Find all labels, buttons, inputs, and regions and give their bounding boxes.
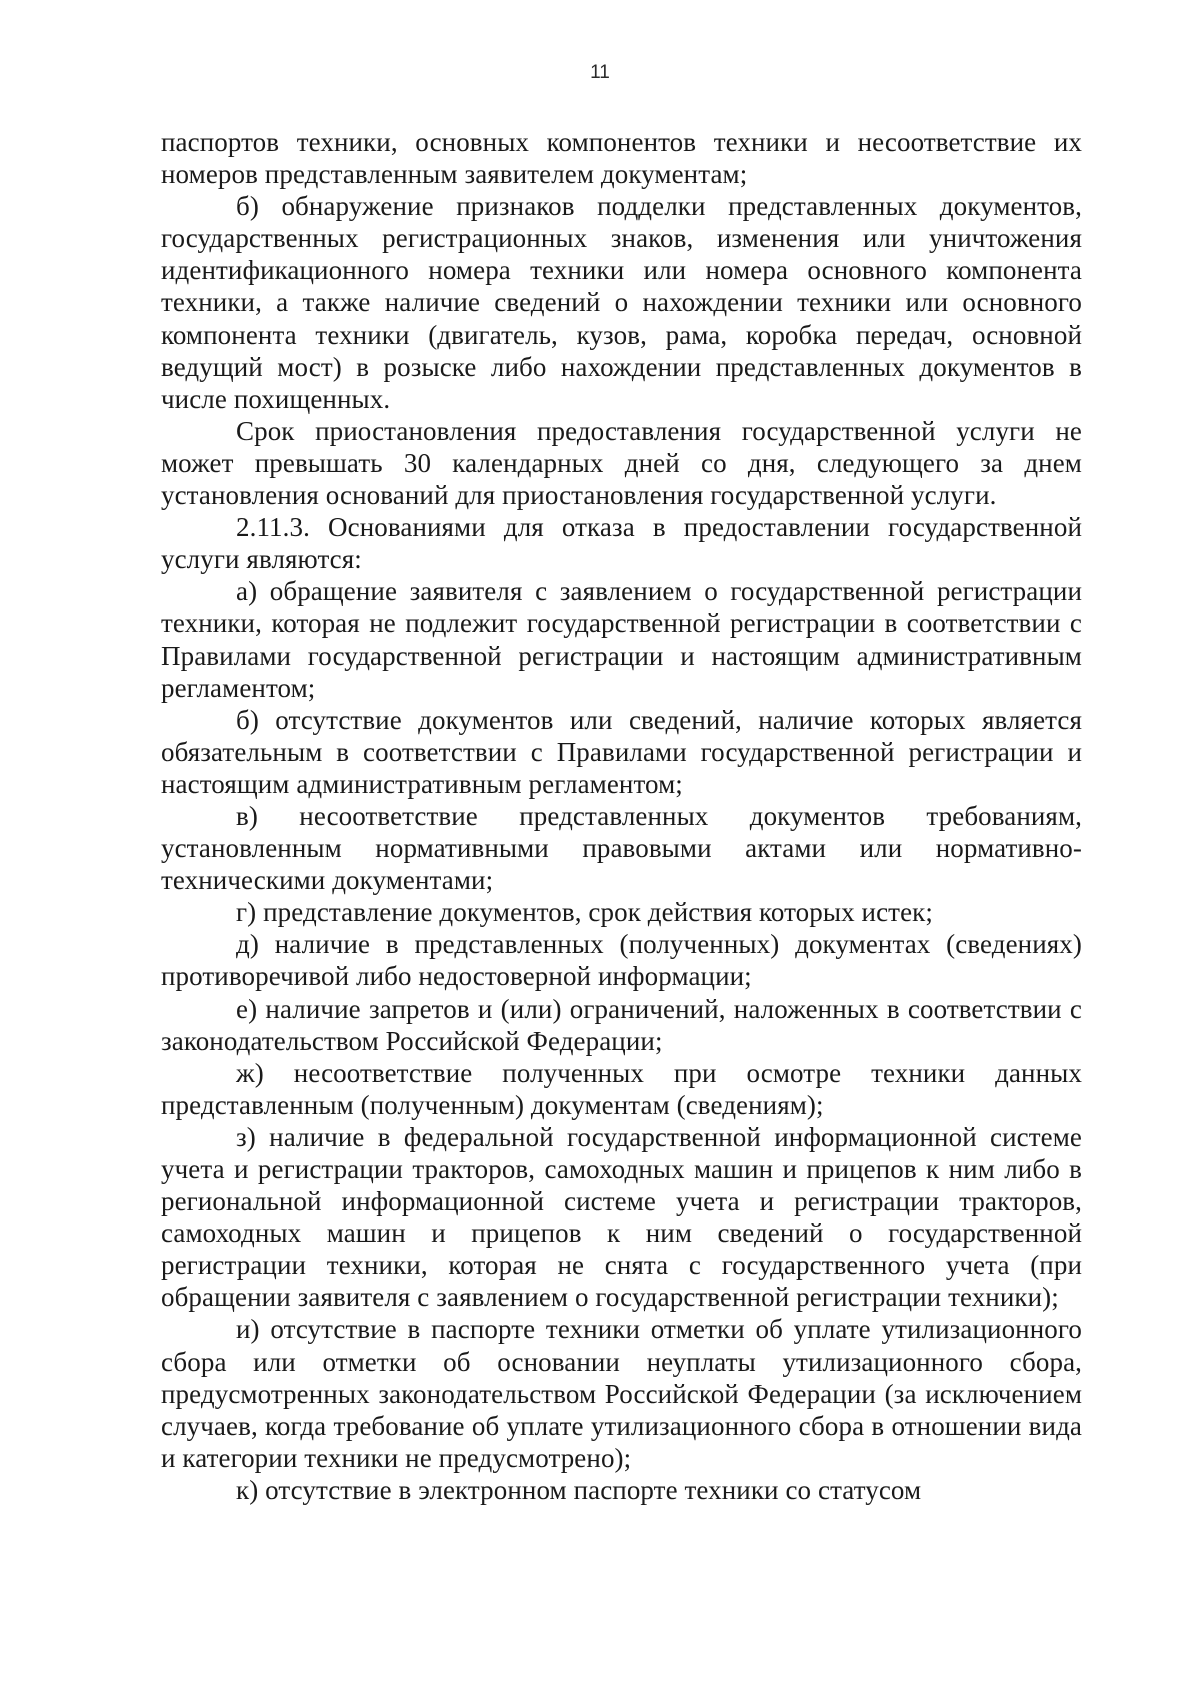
paragraph: паспортов техники, основных компонентов техники и несоответствие их номеров представленным заявителем документам;	[161, 127, 1082, 190]
paragraph: 2.11.3. Основаниями для отказа в предоставлении государственной услуги являются:	[161, 512, 1082, 575]
paragraph: к) отсутствие в электронном паспорте техники со статусом	[236, 1474, 922, 1505]
paragraph: б) обнаружение признаков подделки представленных документов, государственных регистрационных знаков, изменения или уничтожения идентификационного номера техники или номера основного компонента техники, а также наличие сведений о нахождении техники или основного компонента техники (двигатель, кузов, рама, коробка передач, основной ведущий мост) в розыске либо нахождении представленных документов в числе похищенных.	[161, 191, 1082, 414]
paragraph: в) несоответствие представленных документов требованиям, установленным нормативными правовыми актами или нормативно-техническими документами;	[161, 800, 1082, 896]
paragraph: а) обращение заявителя с заявлением о государственной регистрации техники, которая не подлежит государственной регистрации в соответствии с Правилами государственной регистрации и настоящим административным регламентом;	[161, 576, 1082, 703]
paragraph: г) представление документов, срок действия которых истек;	[236, 897, 933, 928]
document-body	[161, 126, 1082, 1506]
page-number: 11	[590, 62, 610, 83]
paragraph: е) наличие запретов и (или) ограничений, наложенных в соответствии с законодательством Российской Федерации;	[161, 993, 1082, 1056]
paragraph: ж) несоответствие полученных при осмотре техники данных представленным (полученным) документам (сведениям);	[161, 1057, 1082, 1120]
paragraph: з) наличие в федеральной государственной информационной системе учета и регистрации тракторов, самоходных машин и прицепов к ним либо в региональной информационной системе учета и регистрации тракторов, самоходных машин и прицепов к ним сведений о государственной регистрации техники, которая не снята с государственного учета (при обращении заявителя с заявлением о государственной регистрации техники);	[161, 1121, 1082, 1313]
paragraph: и) отсутствие в паспорте техники отметки об уплате утилизационного сбора или отметки об основании неуплаты утилизационного сбора, предусмотренных законодательством Российской Федерации (за исключением случаев, когда требование об уплате утилизационного сбора в отношении вида и категории техники не предусмотрено);	[161, 1314, 1082, 1473]
paragraph: б) отсутствие документов или сведений, наличие которых является обязательным в соответствии с Правилами государственной регистрации и настоящим административным регламентом;	[161, 704, 1082, 799]
paragraph: Срок приостановления предоставления государственной услуги не может превышать 30 календарных дней со дня, следующего за днем установления оснований для приостановления государственной услуги.	[161, 415, 1082, 511]
paragraph: д) наличие в представленных (полученных) документах (сведениях) противоречивой либо недостоверной информации;	[161, 929, 1082, 992]
